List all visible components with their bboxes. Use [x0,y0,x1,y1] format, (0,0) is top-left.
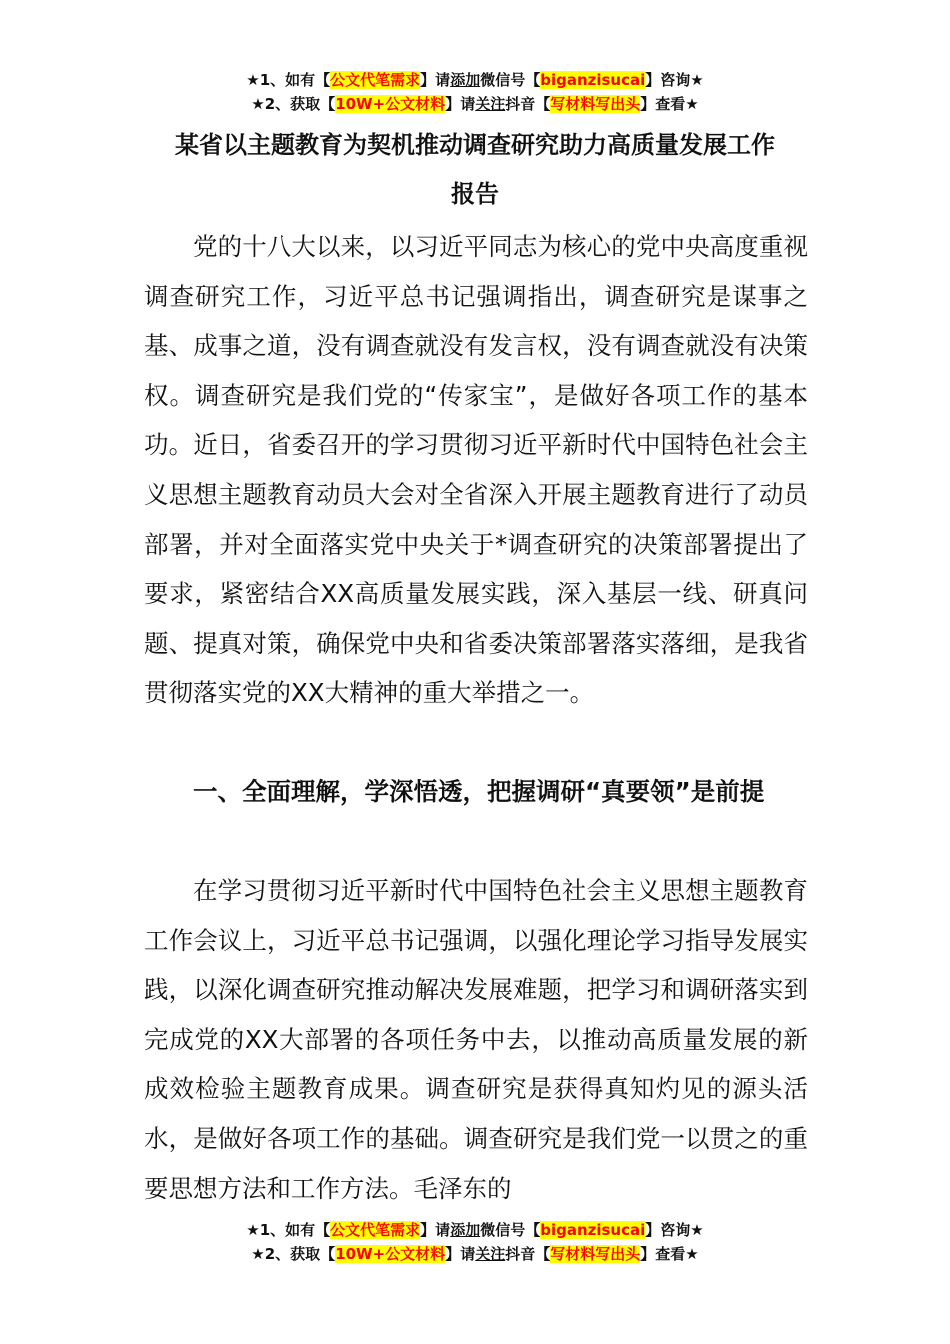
banner-highlight: 10W+公文材料 [335,1245,446,1263]
banner-text: 】查看★ [640,1245,699,1263]
banner-underline: 添加 [450,1221,481,1239]
banner-highlight: biganzisucai [540,1221,646,1239]
banner-text: 微信号【 [480,71,541,89]
banner-text: 抖音【 [505,95,551,113]
footer-banner [0,1218,950,1266]
title-line-1: 某省以主题教育为契机推动调查研究助力高质量发展工作 [175,131,775,159]
banner-text: 】请 [445,1245,476,1263]
banner-text: 】查看★ [640,95,699,113]
header-banner [0,68,950,116]
banner-text: ★1、如有【 [246,1221,331,1239]
banner-line-1 [0,68,950,92]
document-title [140,121,810,219]
title-line-2: 报告 [451,180,499,208]
banner-underline: 关注 [475,1245,506,1263]
banner-line-1 [0,1218,950,1242]
banner-highlight: biganzisucai [540,71,646,89]
banner-highlight: 公文代笔需求 [330,71,421,89]
banner-text: 】请 [445,95,476,113]
banner-underline: 关注 [475,95,506,113]
banner-highlight: 公文代笔需求 [330,1221,421,1239]
banner-highlight: 写材料写出头 [550,95,641,113]
banner-text: 】请 [420,1221,451,1239]
banner-text: 抖音【 [505,1245,551,1263]
body-paragraph-1: 党的十八大以来，以习近平同志为核心的党中央高度重视调查研究工作，习近平总书记强调指出，调查研究是谋事之基、成事之道，没有调查就没有发言权，没有调查就没有决策权。调查研究是我们党的“传家宝”，是做好各项工作的基本功。近日，省委召开的学习贯彻习近平新时代中国特色社会主义思想主题教育动员大会对全省深入开展主题教育进行了动员部署，并对全面落实党中央关于*调查研究的决策部署提出了要求，紧密结合XX高质量发展实践，深入基层一线、研真问题、提真对策，确保党中央和省委决策部署落实落细，是我省贯彻落实党的XX大精神的重大举措之一。 [144,232,808,708]
banner-underline: 添加 [450,71,481,89]
banner-text: 微信号【 [480,1221,541,1239]
body-paragraph-2: 在学习贯彻习近平新时代中国特色社会主义思想主题教育工作会议上，习近平总书记强调，以强化理论学习指导发展实践，以深化调查研究推动解决发展难题，把学习和调研落实到完成党的XX大部署的各项任务中去，以推动高质量发展的新成效检验主题教育成果。调查研究是获得真知灼见的源头活水，是做好各项工作的基础。调查研究是我们党一以贯之的重要思想方法和工作方法。毛泽东的 [144,876,808,1203]
banner-line-2 [0,1242,950,1266]
banner-text: ★2、获取【 [251,1245,336,1263]
banner-line-2 [0,92,950,116]
banner-highlight: 写材料写出头 [550,1245,641,1263]
banner-text: 】请 [420,71,451,89]
banner-text: ★1、如有【 [246,71,331,89]
banner-highlight: 10W+公文材料 [335,95,446,113]
section-heading-1: 一、全面理解，学深悟透，把握调研“真要领”是前提 [193,777,765,806]
banner-text: 】咨询★ [645,71,704,89]
banner-text: ★2、获取【 [251,95,336,113]
banner-text: 】咨询★ [645,1221,704,1239]
